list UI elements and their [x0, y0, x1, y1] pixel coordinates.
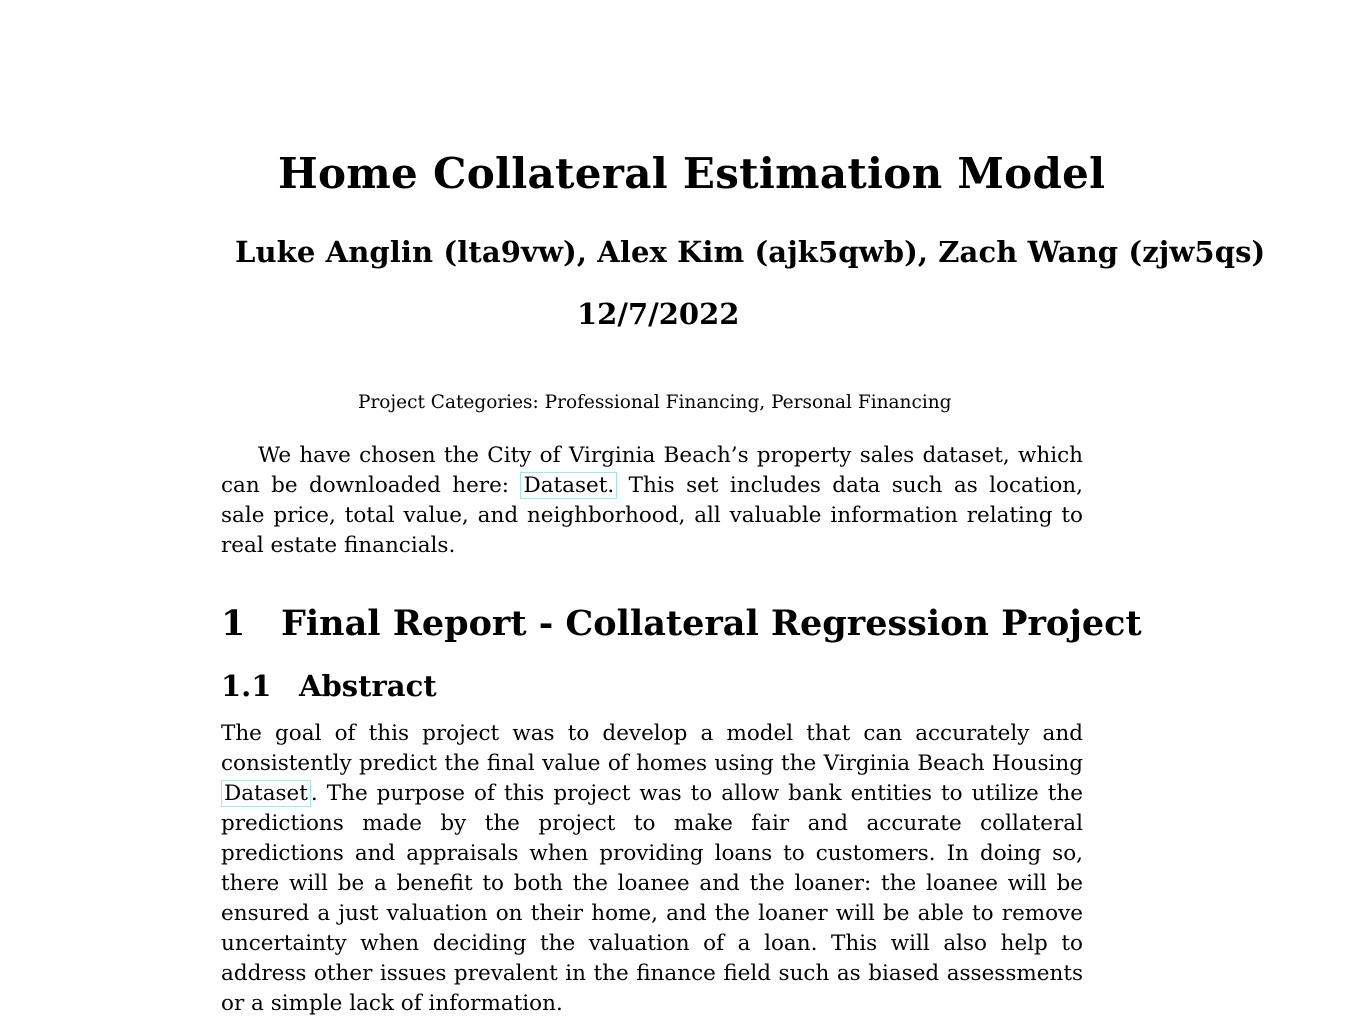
paper-date: 12/7/2022	[577, 297, 740, 331]
section-title: Final Report - Collateral Regression Project	[281, 603, 1142, 644]
section-number: 1	[221, 603, 246, 644]
subsection-title: Abstract	[299, 669, 437, 703]
paper-authors: Luke Anglin (lta9vw), Alex Kim (ajk5qwb), Zach Wang (zjw5qs)	[235, 235, 1266, 269]
intro-text-end: This set includes data such as location, sale price, total value, and neighborhood, all valuable information relating to real estate financials.	[221, 473, 1083, 558]
section-heading	[221, 600, 1142, 648]
abstract-paragraph	[221, 719, 1083, 1019]
abstract-text-start: The goal of this project was to develop a model that can accurately and consistently predict the final value of homes using the Virginia Beach Housing	[221, 721, 1083, 776]
abstract-text-end: . The purpose of this project was to allow bank entities to utilize the predictions made by the project to make fair and accurate collateral predictions and appraisals when providing loans to customers. In doing so, there will be a benefit to both the loanee and the loaner: the loanee will be ensured a just valuation on their home, and the loaner will be able to remove uncertainty when deciding the valuation of a loan. This will also help to address other issues prevalent in the finance field such as biased assessments or a simple lack of information.	[221, 781, 1083, 1016]
dataset-link[interactable]: Dataset.	[520, 472, 617, 499]
subsection-heading	[221, 666, 437, 706]
subsection-number: 1.1	[221, 669, 272, 703]
intro-paragraph	[221, 441, 1083, 561]
intro-text-start: We have chosen the City of Virginia Beach’s property sales dataset, which can be downloaded here:	[221, 443, 1083, 498]
project-categories: Project Categories: Professional Financing, Personal Financing	[358, 392, 952, 413]
paper-title: Home Collateral Estimation Model	[278, 149, 1106, 198]
abstract-dataset-link[interactable]: Dataset	[221, 780, 311, 807]
